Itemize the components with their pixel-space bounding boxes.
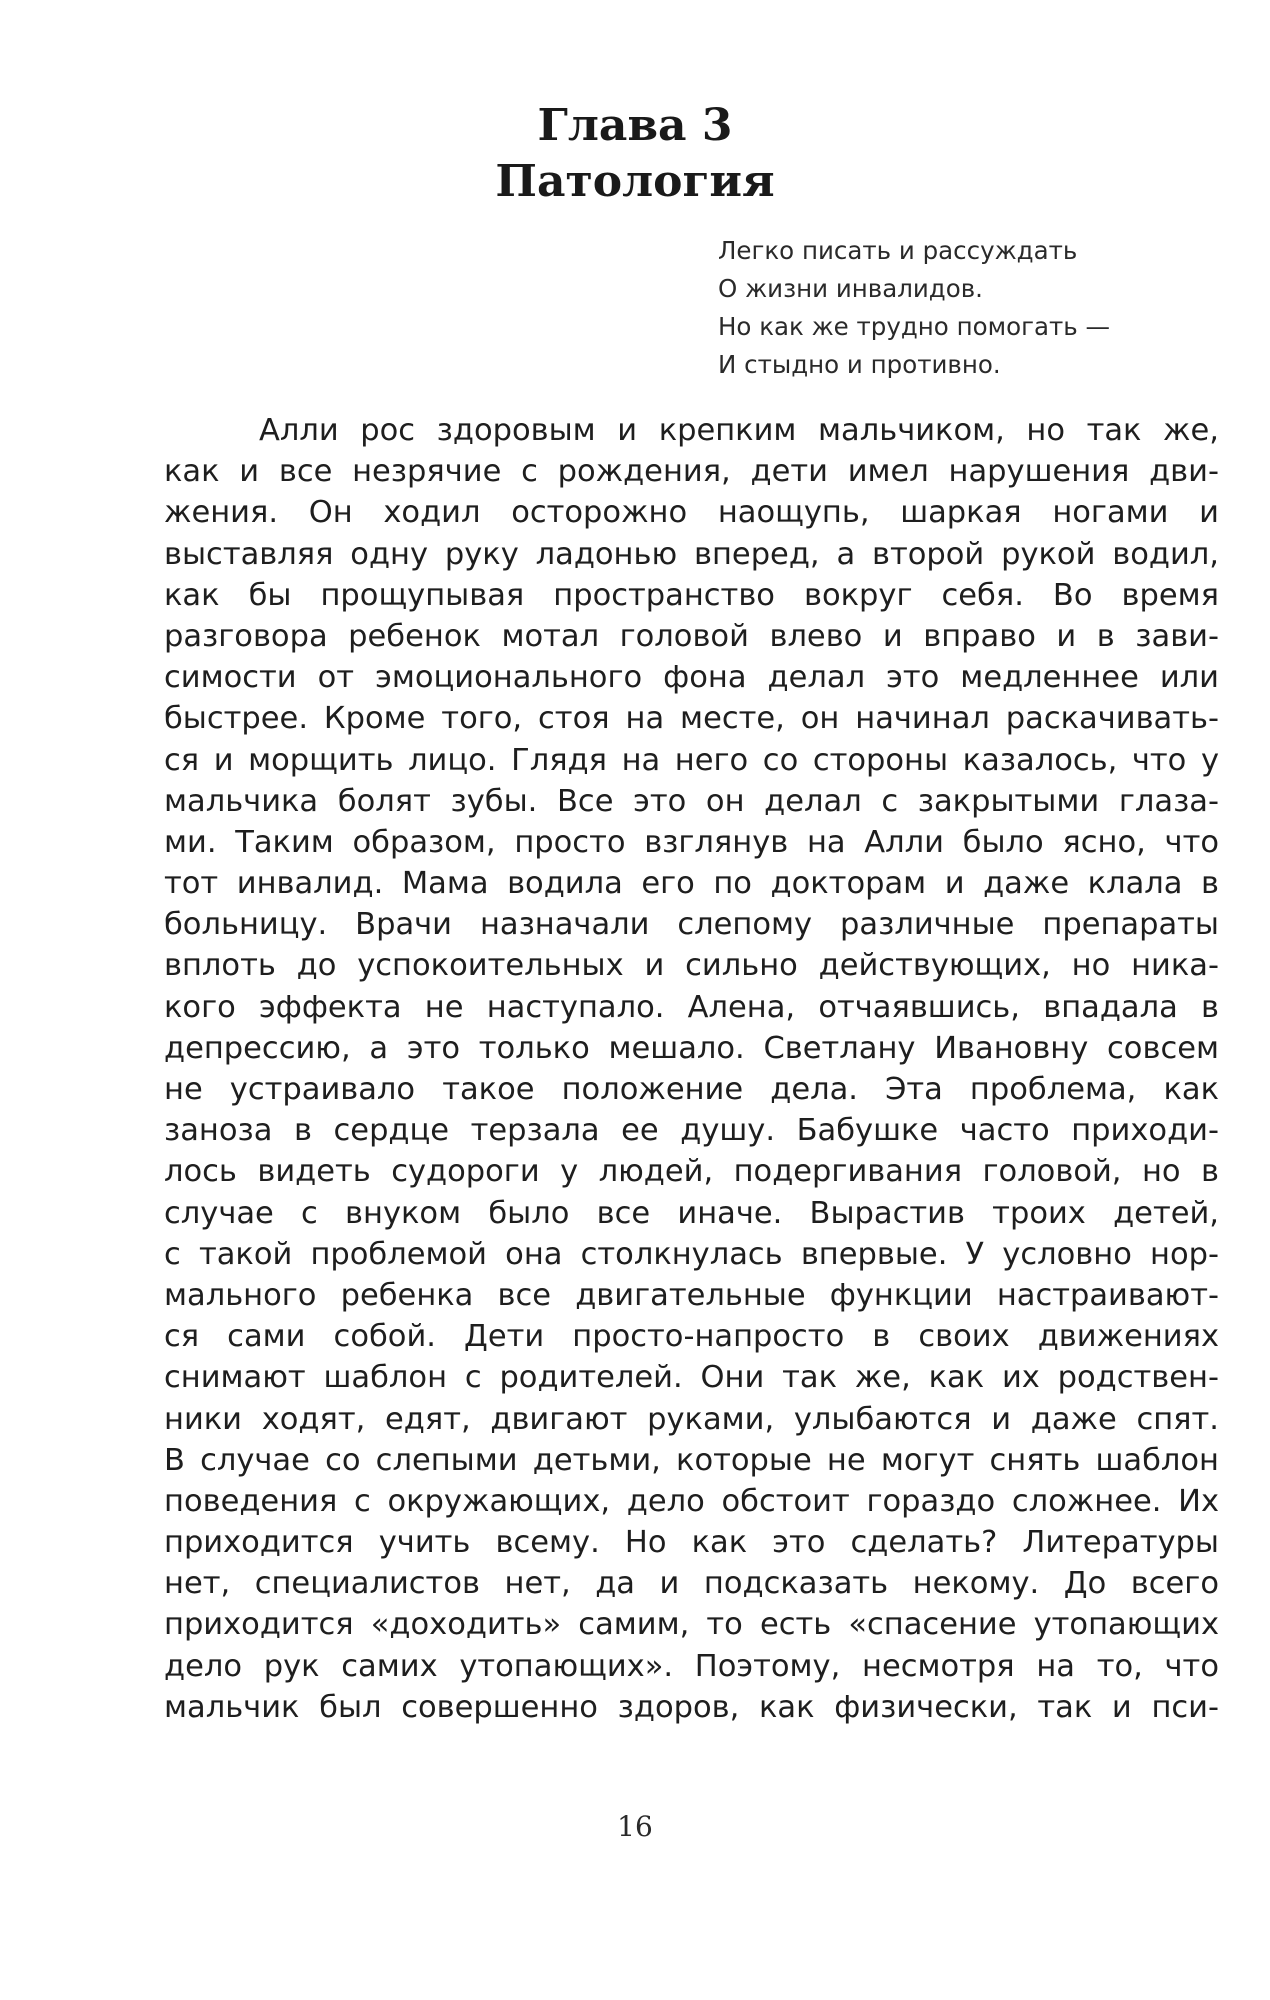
text-line: ся сами собой. Дети просто-напросто в своих движениях	[164, 1319, 1219, 1355]
text-line: кого эффекта не наступало. Алена, отчаявшись, впадала в	[164, 989, 1219, 1025]
text-line: выставляя одну руку ладонью вперед, а второй рукой водил,	[164, 536, 1219, 572]
text-line: разговора ребенок мотал головой влево и вправо и в зави-	[164, 618, 1219, 654]
text-line: поведения с окружающих, дело обстоит гораздо сложнее. Их	[164, 1483, 1219, 1519]
text-line: жения. Он ходил осторожно наощупь, шаркая ногами и	[164, 495, 1219, 531]
epigraph-line: И стыдно и противно.	[718, 350, 1001, 379]
text-line: быстрее. Кроме того, стоя на месте, он начинал раскачивать-	[164, 701, 1219, 737]
chapter-heading	[0, 98, 1270, 210]
text-line: тот инвалид. Мама водила его по докторам и даже клала в	[164, 866, 1219, 902]
chapter-number: Глава 3	[537, 100, 733, 151]
text-line: ми. Таким образом, просто взглянув на Алли было ясно, что	[164, 824, 1219, 860]
text-line: случае с внуком было все иначе. Вырастив троих детей,	[164, 1195, 1219, 1231]
epigraph-line: Но как же трудно помогать —	[718, 312, 1110, 341]
text-line: ся и морщить лицо. Глядя на него со стороны казалось, что у	[164, 742, 1219, 778]
text-line: как и все незрячие с рождения, дети имел нарушения дви-	[164, 454, 1219, 490]
epigraph-line: О жизни инвалидов.	[718, 274, 983, 303]
text-line: больницу. Врачи назначали слепому различные препараты	[164, 907, 1219, 943]
text-line: дело рук самих утопающих». Поэтому, несмотря на то, что	[164, 1648, 1219, 1684]
text-line: депрессию, а это только мешало. Светлану Ивановну совсем	[164, 1030, 1219, 1066]
text-line: лось видеть судороги у людей, подергивания головой, но в	[164, 1154, 1219, 1190]
text-line: приходится «доходить» самим, то есть «спасение утопающих	[164, 1607, 1219, 1643]
text-line: симости от эмоционального фона делал это медленнее или	[164, 660, 1219, 696]
text-line: нет, специалистов нет, да и подсказать некому. До всего	[164, 1566, 1219, 1602]
text-line: приходится учить всему. Но как это сделать? Литературы	[164, 1525, 1219, 1561]
chapter-title: Патология	[495, 156, 775, 207]
text-line: мальчик был совершенно здоров, как физически, так и пси-	[164, 1689, 1219, 1725]
text-line: мального ребенка все двигательные функции настраивают-	[164, 1277, 1219, 1313]
page-number: 16	[617, 1810, 653, 1843]
body-paragraph	[164, 410, 1219, 1728]
text-line: не устраивало такое положение дела. Эта проблема, как	[164, 1072, 1219, 1107]
text-line: В случае со слепыми детьми, которые не могут снять шаблон	[164, 1442, 1219, 1478]
text-line: заноза в сердце терзала ее душу. Бабушке часто приходи-	[164, 1113, 1219, 1149]
text-line: с такой проблемой она столкнулась впервые. У условно нор-	[164, 1236, 1219, 1272]
epigraph-line: Легко писать и рассуждать	[718, 236, 1078, 265]
epigraph	[718, 232, 1238, 384]
text-line: Алли рос здоровым и крепким мальчиком, но так же,	[259, 413, 1219, 448]
text-line: снимают шаблон с родителей. Они так же, как их родствен-	[164, 1360, 1219, 1396]
text-line: как бы прощупывая пространство вокруг себя. Во время	[164, 577, 1219, 613]
text-line: мальчика болят зубы. Все это он делал с закрытыми глаза-	[164, 783, 1219, 819]
text-line: вплоть до успокоительных и сильно действующих, но ника-	[164, 948, 1219, 984]
text-line: ники ходят, едят, двигают руками, улыбаются и даже спят.	[164, 1401, 1219, 1437]
